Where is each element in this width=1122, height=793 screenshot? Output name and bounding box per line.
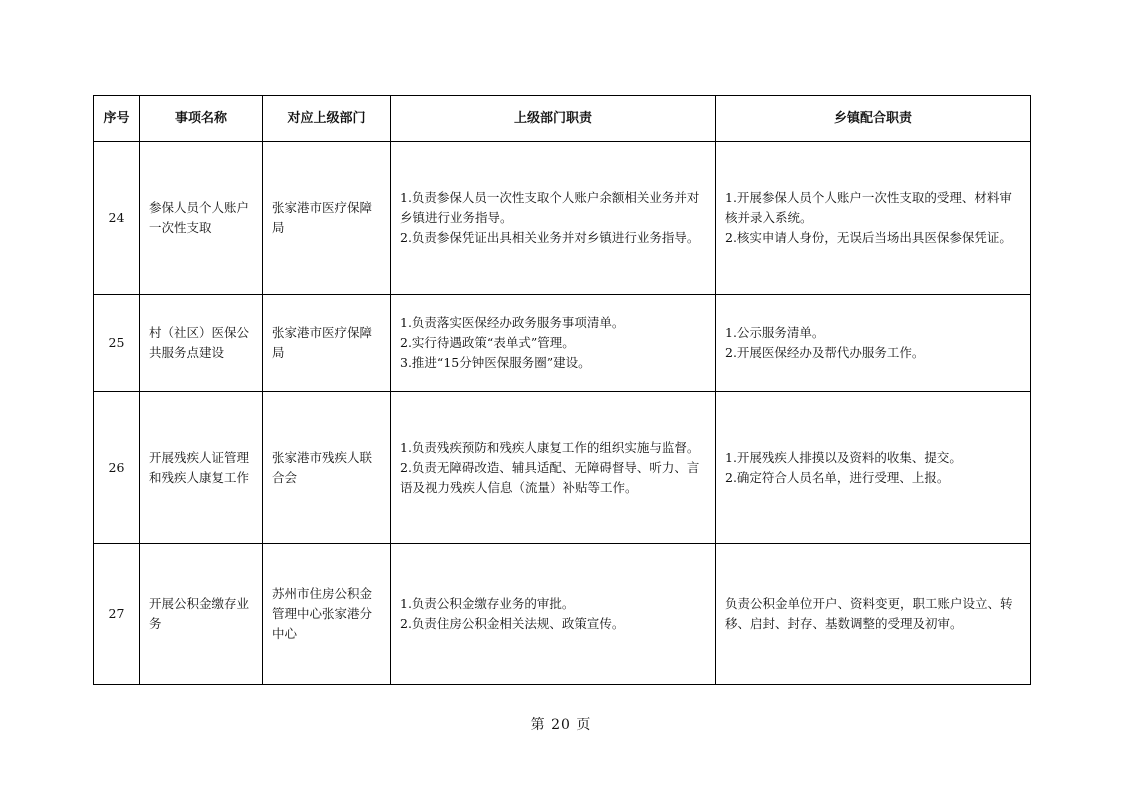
table-row <box>94 295 1031 392</box>
cell-item-name: 村（社区）医保公共服务点建设 <box>140 295 263 392</box>
cell-number: 25 <box>94 295 140 392</box>
duty-line: 1.负责公积金缴存业务的审批。 <box>400 596 575 611</box>
cell-township-duties <box>716 544 1031 685</box>
cell-department: 苏州市住房公积金管理中心张家港分中心 <box>263 544 391 685</box>
header-superior-department: 对应上级部门 <box>263 96 391 142</box>
cell-department: 张家港市医疗保障局 <box>263 142 391 295</box>
cell-item-name: 开展公积金缴存业务 <box>140 544 263 685</box>
table-row <box>94 544 1031 685</box>
cell-superior-duties <box>391 142 716 295</box>
duty-line: 1.负责残疾预防和残疾人康复工作的组织实施与监督。 <box>400 439 700 455</box>
duty-line: 1.开展参保人员个人账户一次性支取的受理、材料审核并录入系统。 <box>725 190 1012 225</box>
cell-item-name: 参保人员个人账户一次性支取 <box>140 142 263 295</box>
cell-superior-duties <box>391 295 716 392</box>
header-number: 序号 <box>94 96 140 142</box>
cell-township-duties <box>716 392 1031 544</box>
table-row <box>94 142 1031 295</box>
duty-line: 3.推进“15分钟医保服务圈”建设。 <box>400 355 591 370</box>
cell-department: 张家港市残疾人联合会 <box>263 392 391 544</box>
cell-number: 27 <box>94 544 140 685</box>
cell-department: 张家港市医疗保障局 <box>263 295 391 392</box>
cell-township-duties <box>716 142 1031 295</box>
header-superior-duties: 上级部门职责 <box>391 96 716 142</box>
duty-line: 2.开展医保经办及帮代办服务工作。 <box>725 345 925 360</box>
duty-line: 2.负责无障碍改造、辅具适配、无障碍督导、听力、言语及视力残疾人信息（流量）补贴等工作。 <box>400 459 700 495</box>
duty-line: 1.开展残疾人排摸以及资料的收集、提交。 <box>725 449 962 465</box>
duty-line: 2.负责参保凭证出具相关业务并对乡镇进行业务指导。 <box>400 230 700 245</box>
cell-item-name: 开展残疾人证管理和残疾人康复工作 <box>140 392 263 544</box>
cell-superior-duties <box>391 544 716 685</box>
duty-line: 1.负责落实医保经办政务服务事项清单。 <box>400 315 625 330</box>
duties-table <box>93 95 1031 685</box>
duty-line: 1.负责参保人员一次性支取个人账户余额相关业务并对乡镇进行业务指导。 <box>400 190 700 225</box>
cell-number: 24 <box>94 142 140 295</box>
duty-line: 2.实行待遇政策“表单式”管理。 <box>400 335 575 350</box>
cell-township-duties <box>716 295 1031 392</box>
header-township-duties: 乡镇配合职责 <box>716 96 1031 142</box>
duty-line: 1.公示服务清单。 <box>725 325 825 340</box>
cell-superior-duties <box>391 392 716 544</box>
table-row <box>94 392 1031 544</box>
cell-number: 26 <box>94 392 140 544</box>
duty-line: 2.负责住房公积金相关法规、政策宣传。 <box>400 616 625 631</box>
duty-line: 2.确定符合人员名单，进行受理、上报。 <box>725 469 950 485</box>
duty-line: 2.核实申请人身份，无误后当场出具医保参保凭证。 <box>725 230 1012 245</box>
page-number: 第 20 页 <box>530 717 592 733</box>
table-header-row <box>94 96 1031 142</box>
header-item-name: 事项名称 <box>140 96 263 142</box>
duty-line: 负责公积金单位开户、资料变更，职工账户设立、转移、启封、封存、基数调整的受理及初审。 <box>725 596 1013 631</box>
